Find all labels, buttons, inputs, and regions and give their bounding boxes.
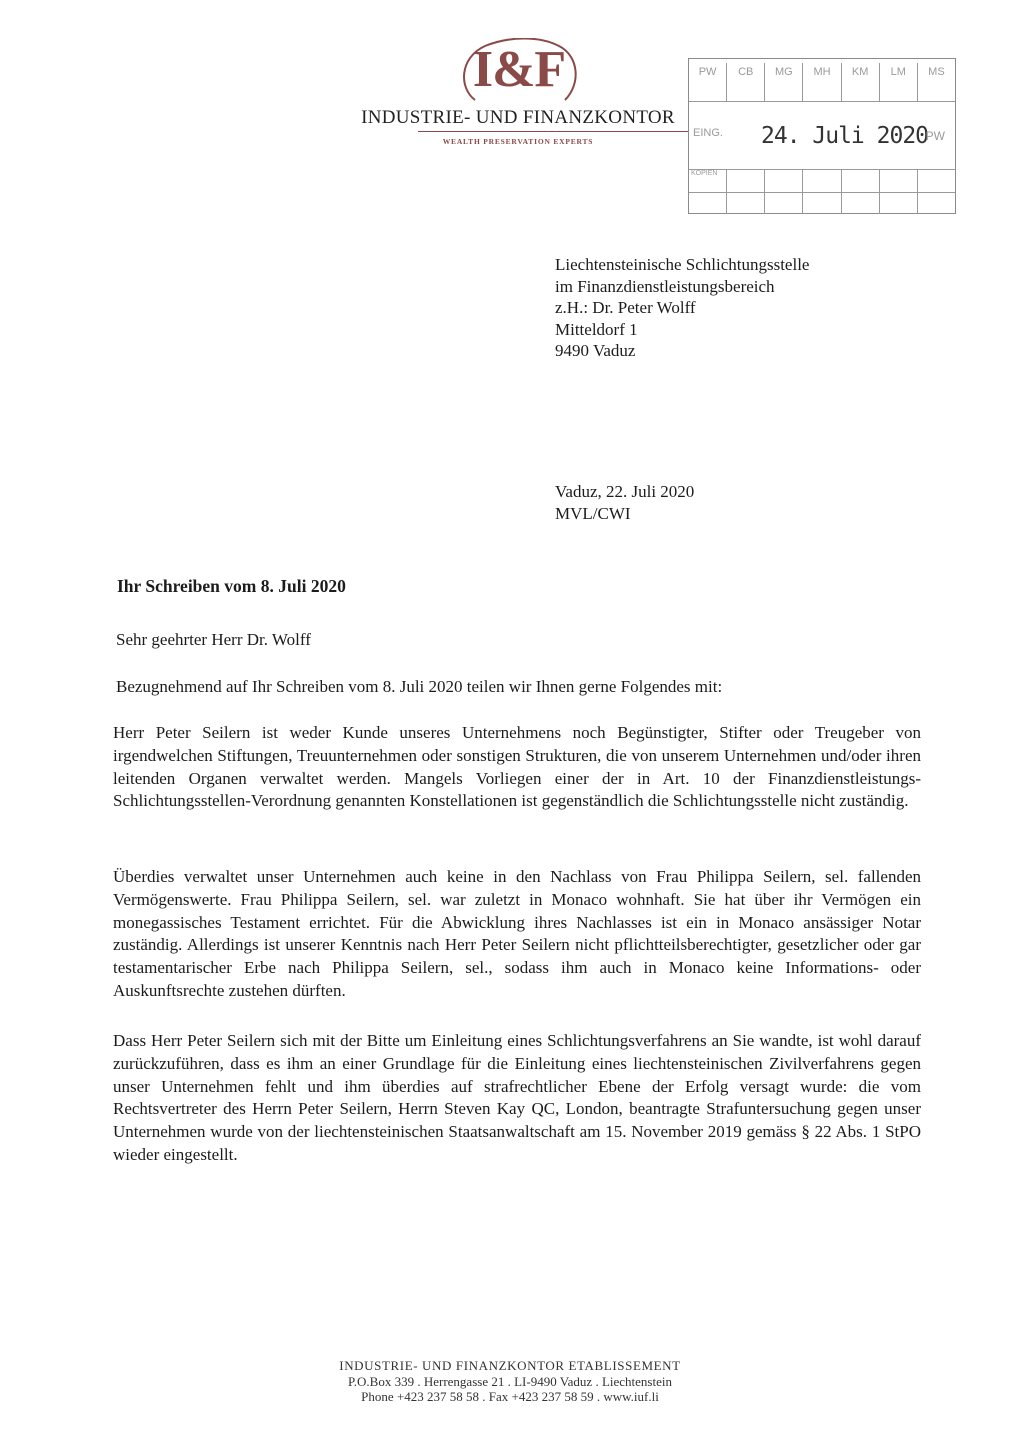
stamp-received-date: 24. Juli 2020: [761, 123, 929, 149]
footer-contact: Phone +423 237 58 58 . Fax +423 237 58 59 . www.iuf.li: [361, 1389, 659, 1404]
stamp-initial: PW: [689, 63, 727, 83]
company-logo: [455, 38, 583, 110]
logo-monogram: I&F: [472, 41, 566, 98]
body-paragraph-3: Dass Herr Peter Seilern sich mit der Bitte um Einleitung eines Schlichtungsverfahrens an Sie wandte, ist wohl darauf zurückzuführen, dass es ihm an einer Grundlage für die Einleitung eines liechtensteinischen Zivilverfahrens gegen unser Unternehmen fehlt und ihm überdies auf strafrechtlicher Ebene der Erfolg versagt wurde: die vom Rechtsvertreter des Herrn Peter Seilern, Herrn Steven Kay QC, London, beantragte Strafuntersuchung gegen unser Unternehmen wurde von der liechtensteinischen Staatsanwaltschaft am 15. November 2019 gemäss § 22 Abs. 1 StPO wieder eingestellt.: [113, 1031, 921, 1164]
letterhead-divider: [418, 131, 688, 132]
stamp-copies-label: KOPIEN: [689, 170, 727, 192]
place-date: Vaduz, 22. Juli 2020: [555, 482, 695, 501]
stamp-initial: KM: [842, 63, 880, 83]
letter-footer: [270, 1358, 750, 1405]
stamp-tick-row: [689, 83, 955, 102]
stamp-received-label: EING.: [693, 127, 723, 139]
recipient-line: Mitteldorf 1: [555, 319, 638, 339]
stamp-initial: MG: [765, 63, 803, 83]
dateline: [555, 481, 694, 524]
received-stamp: [688, 58, 956, 214]
intro-sentence: Bezugnehmend auf Ihr Schreiben vom 8. Juli 2020 teilen wir Ihnen gerne Folgendes mit:: [116, 677, 723, 696]
company-name: INDUSTRIE- UND FINANZKONTOR: [361, 107, 675, 128]
reference-code: MVL/CWI: [555, 503, 631, 523]
stamp-copies-grid: [689, 169, 955, 214]
stamp-initial: CB: [727, 63, 765, 83]
body-paragraph-1: Herr Peter Seilern ist weder Kunde unseres Unternehmens noch Begünstigter, Stifter oder Treugeber von irgendwelchen Stiftungen, Treuunternehmen oder sonstigen Strukturen, die von unserem Unternehmen und/oder ihren leitenden Organen verwaltet werden. Mangels Vorliegen einer der in Art. 10 der Finanzdienstleistungs-Schlichtungsstellen-Verordnung genannten Konstellationen ist gegenständlich die Schlichtungsstelle nicht zuständig.: [113, 723, 921, 811]
stamp-initial: MS: [928, 66, 945, 78]
recipient-line: im Finanzdienstleistungsbereich: [555, 276, 775, 296]
stamp-initial: MH: [803, 63, 841, 83]
stamp-initial: LM: [880, 63, 918, 83]
stamp-received-initials: PW: [925, 129, 945, 143]
footer-address: P.O.Box 339 . Herrengasse 21 . LI-9490 Vaduz . Liechtenstein: [348, 1373, 672, 1389]
salutation: Sehr geehrter Herr Dr. Wolff: [116, 630, 311, 649]
company-tagline: WEALTH PRESERVATION EXPERTS: [442, 137, 594, 146]
recipient-address: [555, 254, 809, 362]
recipient-line: Liechtensteinische Schlichtungsstelle: [555, 255, 810, 274]
recipient-line: z.H.: Dr. Peter Wolff: [555, 298, 696, 317]
stamp-initials-row: [689, 63, 955, 83]
letter-subject: Ihr Schreiben vom 8. Juli 2020: [117, 576, 346, 596]
body-paragraph-2: Überdies verwaltet unser Unternehmen auch keine in den Nachlass von Frau Philippa Seilern, sel. fallenden Vermögenswerte. Frau Philippa Seilern, sel. war zuletzt in Monaco wohnhaft. Sie hat über ihr Vermögen ein monegassisches Testament errichtet. Für die Abwicklung ihres Nachlasses ist ein in Monaco ansässiger Notar zuständig. Allerdings ist unserer Kenntnis nach Herr Peter Seilern nicht pflichtteilsberechtigter, gesetzlicher oder gar testamentarischer Erbe nach Philippa Seilern, sel., sodass ihm auch in Monaco keine Informations- oder Auskunftsrechte zustehen dürften.: [113, 867, 921, 1000]
recipient-line: 9490 Vaduz: [555, 341, 636, 360]
footer-company: INDUSTRIE- UND FINANZKONTOR ETABLISSEMENT: [339, 1358, 681, 1373]
